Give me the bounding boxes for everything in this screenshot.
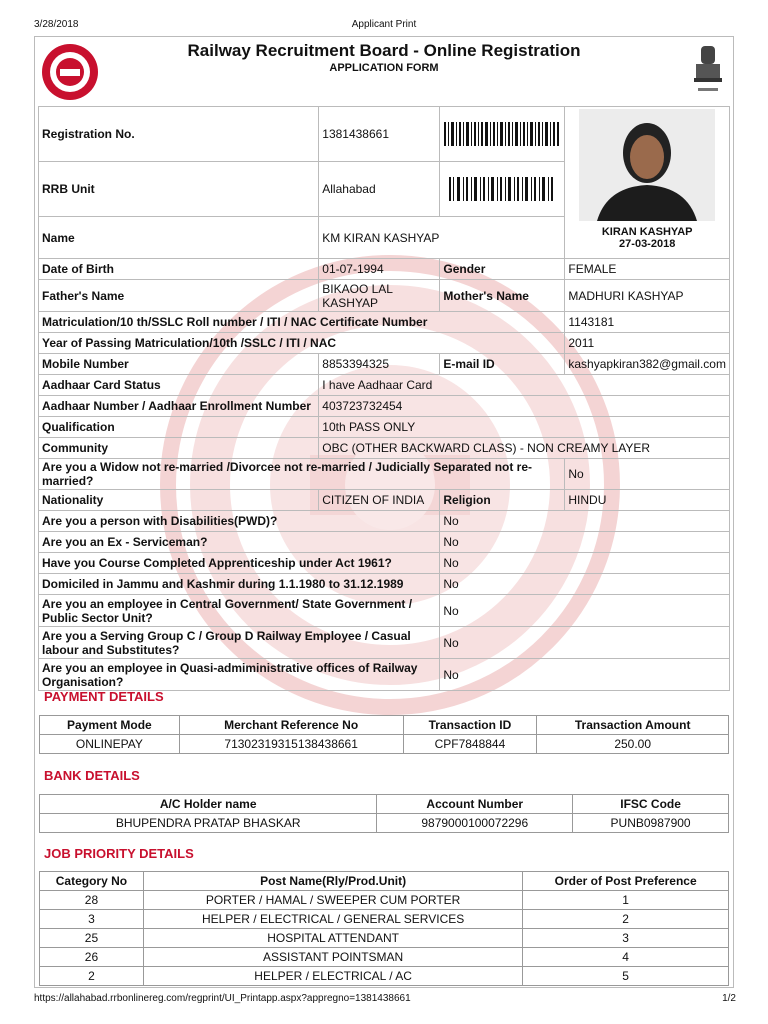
community-value: OBC (OTHER BACKWARD CLASS) - NON CREAMY LAYER — [319, 438, 730, 459]
qualification-label: Qualification — [39, 417, 319, 438]
mother-value: MADHURI KASHYAP — [565, 280, 730, 312]
mobile-label: Mobile Number — [39, 354, 319, 375]
form-header — [34, 36, 734, 104]
aadhaar-status-value: I have Aadhaar Card — [319, 375, 730, 396]
barcode-icon — [443, 122, 561, 146]
photo-date: 27-03-2018 — [619, 238, 676, 250]
aadhaar-no-label: Aadhaar Number / Aadhaar Enrollment Number — [39, 396, 319, 417]
pwd-label: Are you a person with Disabilities(PWD)? — [39, 511, 440, 532]
bank-table — [39, 794, 729, 833]
bank-holder: BHUPENDRA PRATAP BHASKAR — [40, 814, 377, 833]
central-govt-value: No — [440, 595, 730, 627]
barcode-icon — [443, 177, 561, 201]
job-category: 28 — [40, 891, 144, 910]
bank-col-ifsc: IFSC Code — [573, 795, 729, 814]
jobs-heading: JOB PRIORITY DETAILS — [44, 846, 194, 861]
bank-col-holder: A/C Holder name — [40, 795, 377, 814]
gender-label: Gender — [440, 259, 565, 280]
dob-value: 01-07-1994 — [319, 259, 440, 280]
matric-year-value: 2011 — [565, 333, 730, 354]
mobile-value: 8853394325 — [319, 354, 440, 375]
job-post: HELPER / ELECTRICAL / GENERAL SERVICES — [143, 910, 522, 929]
nationality-value: CITIZEN OF INDIA — [319, 490, 440, 511]
job-order: 2 — [523, 910, 729, 929]
bank-ifsc: PUNB0987900 — [573, 814, 729, 833]
form-title: Railway Recruitment Board - Online Registration — [187, 41, 581, 60]
rrb-unit-barcode — [440, 162, 565, 217]
apprenticeship-label: Have you Course Completed Apprenticeship under Act 1961? — [39, 553, 440, 574]
jobs-col-order: Order of Post Preference — [523, 872, 729, 891]
quasi-value: No — [440, 659, 730, 691]
matric-roll-value: 1143181 — [565, 312, 730, 333]
photo-cell — [565, 107, 730, 259]
quasi-label: Are you an employee in Quasi-admiministrative offices of Railway Organisation? — [39, 659, 440, 691]
print-date: 3/28/2018 — [34, 19, 79, 30]
table-row — [40, 910, 729, 929]
jobs-col-post: Post Name(Rly/Prod.Unit) — [143, 872, 522, 891]
payment-merchant-ref: 71302319315138438661 — [179, 735, 403, 754]
dob-label: Date of Birth — [39, 259, 319, 280]
payment-txn-id: CPF7848844 — [403, 735, 537, 754]
payment-col-mode: Payment Mode — [40, 716, 180, 735]
job-post: PORTER / HAMAL / SWEEPER CUM PORTER — [143, 891, 522, 910]
payment-row — [40, 735, 729, 754]
job-order: 4 — [523, 948, 729, 967]
job-post: ASSISTANT POINTSMAN — [143, 948, 522, 967]
central-govt-label: Are you an employee in Central Government/ State Government / Public Sector Unit? — [39, 595, 440, 627]
job-category: 3 — [40, 910, 144, 929]
job-post: HELPER / ELECTRICAL / AC — [143, 967, 522, 986]
applicant-info-table — [38, 106, 730, 691]
payment-col-txn: Transaction ID — [403, 716, 537, 735]
payment-mode: ONLINEPAY — [40, 735, 180, 754]
aadhaar-no-value: 403723732454 — [319, 396, 730, 417]
father-value: BIKAOO LAL KASHYAP — [319, 280, 440, 312]
serving-group-value: No — [440, 627, 730, 659]
photo-name: KIRAN KASHYAP — [601, 226, 693, 238]
nationality-label: Nationality — [39, 490, 319, 511]
bank-account: 9879000100072296 — [377, 814, 573, 833]
jobs-table — [39, 871, 729, 986]
rrb-unit-label: RRB Unit — [39, 162, 319, 217]
job-category: 26 — [40, 948, 144, 967]
print-title: Applicant Print — [351, 19, 417, 30]
email-label: E-mail ID — [440, 354, 565, 375]
religion-value: HINDU — [565, 490, 730, 511]
job-order: 1 — [523, 891, 729, 910]
apprenticeship-value: No — [440, 553, 730, 574]
matric-year-label: Year of Passing Matriculation/10th /SSLC / ITI / NAC — [39, 333, 565, 354]
payment-heading: PAYMENT DETAILS — [44, 689, 164, 704]
mother-label: Mother's Name — [440, 280, 565, 312]
table-row — [40, 929, 729, 948]
job-order: 5 — [523, 967, 729, 986]
payment-table — [39, 715, 729, 754]
widow-value: No — [565, 459, 730, 490]
applicant-photo — [579, 109, 715, 250]
payment-col-amount: Transaction Amount — [537, 716, 729, 735]
serving-group-label: Are you a Serving Group C / Group D Railway Employee / Casual labour and Substitutes? — [39, 627, 440, 659]
job-post: HOSPITAL ATTENDANT — [143, 929, 522, 948]
religion-label: Religion — [440, 490, 565, 511]
community-label: Community — [39, 438, 319, 459]
form-subtitle: APPLICATION FORM — [329, 62, 439, 74]
payment-amount: 250.00 — [537, 735, 729, 754]
table-row — [40, 891, 729, 910]
aadhaar-status-label: Aadhaar Card Status — [39, 375, 319, 396]
job-order: 3 — [523, 929, 729, 948]
gender-value: FEMALE — [565, 259, 730, 280]
jk-value: No — [440, 574, 730, 595]
name-label: Name — [39, 217, 319, 259]
payment-col-merchant: Merchant Reference No — [179, 716, 403, 735]
ex-serviceman-value: No — [440, 532, 730, 553]
bank-heading: BANK DETAILS — [44, 768, 140, 783]
registration-no-label: Registration No. — [39, 107, 319, 162]
matric-roll-label: Matriculation/10 th/SSLC Roll number / ITI / NAC Certificate Number — [39, 312, 565, 333]
job-category: 2 — [40, 967, 144, 986]
print-header — [0, 19, 768, 33]
national-emblem-icon — [690, 42, 726, 100]
father-label: Father's Name — [39, 280, 319, 312]
photo-caption — [579, 226, 715, 250]
rrb-unit-value: Allahabad — [319, 162, 440, 217]
bank-col-account: Account Number — [377, 795, 573, 814]
job-category: 25 — [40, 929, 144, 948]
pwd-value: No — [440, 511, 730, 532]
name-value: KM KIRAN KASHYAP — [319, 217, 565, 259]
page-number: 1/2 — [722, 993, 736, 1004]
registration-no-value: 1381438661 — [319, 107, 440, 162]
table-row — [40, 948, 729, 967]
bank-row — [40, 814, 729, 833]
widow-label: Are you a Widow not re-married /Divorcee not re-married / Judicially Separated not re-married? — [39, 459, 565, 490]
table-row — [40, 967, 729, 986]
jk-label: Domiciled in Jammu and Kashmir during 1.1.1980 to 31.12.1989 — [39, 574, 440, 595]
registration-barcode — [440, 107, 565, 162]
jobs-col-category: Category No — [40, 872, 144, 891]
ex-serviceman-label: Are you an Ex - Serviceman? — [39, 532, 440, 553]
email-value: kashyapkiran382@gmail.com — [565, 354, 730, 375]
print-url[interactable]: https://allahabad.rrbonlinereg.com/regprint/UI_Printapp.aspx?appregno=1381438661 — [34, 993, 411, 1004]
person-photo-icon — [579, 109, 715, 221]
qualification-value: 10th PASS ONLY — [319, 417, 730, 438]
